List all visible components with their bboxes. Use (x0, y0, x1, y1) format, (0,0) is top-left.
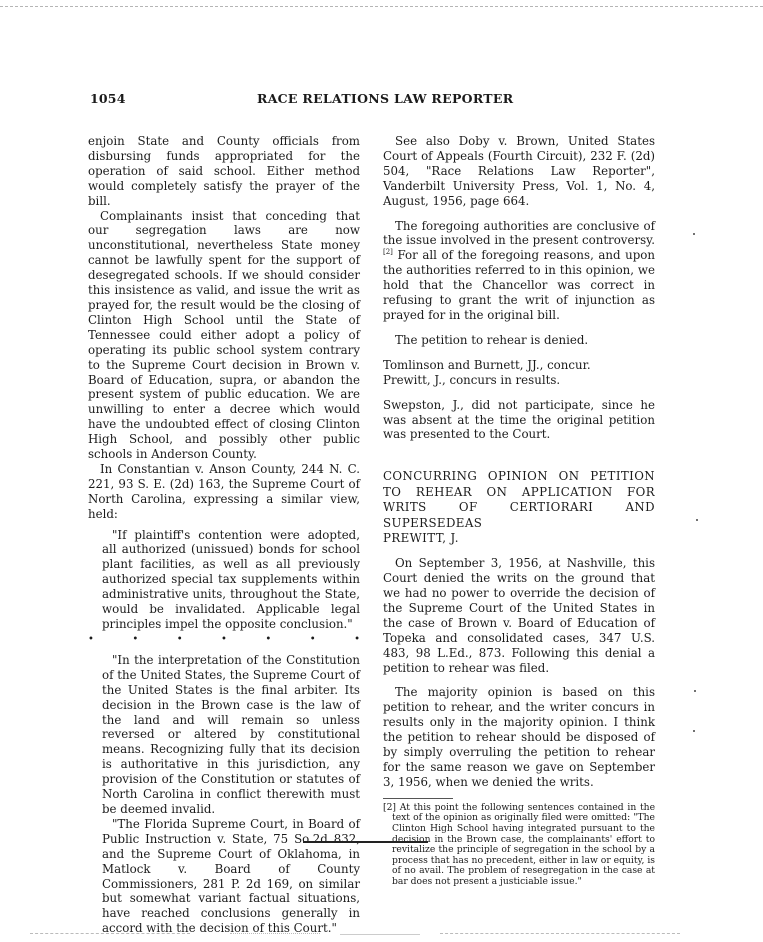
block-quote (88, 653, 360, 936)
scan-speck (696, 519, 698, 521)
quote-paragraph: "If plaintiff's contention were adopted, all authorized (unissued) bonds for school plant facilities, as well as all previously authorized special tax supplements within administrative units, throughout the State, would be invalidated. Applicable legal principles impel the opposite conclusion." (102, 527, 360, 631)
ellipsis-marks: • • • • • • • (88, 633, 360, 645)
scan-edge-line (30, 933, 190, 934)
quote-paragraph: "The Florida Supreme Court, in Board of Public Instruction v. State, 75 So.2d 832, and the Supreme Court of Oklahoma, in Matlock v. Board of County Commissioners, 281 P. 2d 169, on similar but somewhat variant factual situations, have reached conclusions generally in accord with the decision of this Court." (102, 816, 360, 936)
scan-speck (693, 730, 695, 732)
concurrence-line: Tomlinson and Burnett, JJ., concur. (383, 357, 591, 372)
footnote-marker: [2] (383, 801, 397, 813)
block-quote (88, 528, 360, 632)
section-heading: CONCURRING OPINION ON PETITION TO REHEAR ON APPLICATION FOR WRITS OF CERTIORARI AND SUPERSEDEAS (383, 469, 655, 530)
paragraph-text: The foregoing authorities are conclusive of the issue involved in the present controversy. (383, 218, 655, 248)
footnote-text: At this point the following sentences contained in the text of the opinion as originally filed were omitted: "The Clinton High School having integrated pursuant to the decision in the Brown case, the complainants' effort to revitalize the principle of segregation in the school by a process that has no precedent, either in law or equity, is of no avail. The problem of resegregation in the case at bar does not present a justiciable issue." (392, 801, 656, 887)
scan-edge-line (0, 6, 763, 7)
end-rule (303, 841, 428, 843)
scan-edge-line (230, 933, 320, 934)
page-number: 1054 (90, 91, 126, 106)
paragraph: Complainants insist that conceding that our segregation laws are now unconstitutional, nevertheless State money cannot be lawfully spent for the support of desegregated schools. If we should consider this insistence as valid, and issue the writ as prayed for, the result would be the closing of Clinton High School until the State of Tennessee could either adopt a policy of operating its public school system contrary to the Supreme Court decision in Brown v. Board of Education, supra, or abandon the present system of public education. We are unwilling to enter a decree which would have the undoubted effect of closing Clinton High School, and possibly other public schools in Anderson County. (88, 208, 360, 462)
footnote (383, 803, 655, 888)
footnote-divider (383, 798, 453, 799)
paragraph: The majority opinion is based on this petition to rehear, and the writer concurs in results only in the majority opinion. I think the petition to rehear should be disposed of by simply overruling the petition to rehear for the same reason we gave on September 3, 1956, when we denied the writs. (383, 685, 655, 789)
footnote-reference[interactable]: [2] (383, 248, 393, 257)
paragraph: On September 3, 1956, at Nashville, this Court denied the writs on the ground that we had no power to override the decision of the Supreme Court of the United States in the case of Brown v. Board of Education of Topeka and consolidated cases, 347 U.S. 483, 98 L.Ed., 873. Following this denial a petition to rehear was filed. (383, 556, 655, 675)
paragraph: Swepston, J., did not participate, since he was absent at the time the original petition was presented to the Court. (383, 397, 655, 442)
paragraph-text: For all of the foregoing reasons, and upon the authorities referred to in this opinion, we hold that the Chancellor was correct in refusing to grant the writ of injunction as prayed for in the original bill. (383, 248, 655, 322)
paragraph: In Constantian v. Anson County, 244 N. C. 221, 93 S. E. (2d) 163, the Supreme Court of North Carolina, expressing a similar view, held: (88, 461, 360, 521)
scan-speck (694, 690, 696, 692)
quote-paragraph: "In the interpretation of the Constitution of the United States, the Supreme Court of the United States is the final arbiter. Its decision in the Brown case is the law of the land and will remain so unless reversed or altered by constitutional means. Recognizing fully that its decision is authoritative in this jurisdiction, any provision of the Constitution or statutes of North Carolina in conflict therewith must be deemed invalid. (102, 652, 360, 816)
scan-speck (693, 233, 695, 235)
left-column (88, 134, 360, 936)
scan-edge-line (340, 934, 420, 935)
paragraph (383, 219, 655, 323)
concurrence-line: Prewitt, J., concurs in results. (383, 372, 561, 387)
paragraph: See also Doby v. Brown, United States Court of Appeals (Fourth Circuit), 232 F. (2d) 504, "Race Relations Law Reporter", Vanderbilt University Press, Vol. 1, No. 4, August, 1956, page 664. (383, 134, 655, 208)
paragraph: enjoin State and County officials from disbursing funds appropriated for the operation of said school. Either method would completely satisfy the prayer of the bill. (88, 134, 360, 208)
scan-edge-line (440, 933, 680, 934)
right-column (383, 134, 655, 888)
running-title: RACE RELATIONS LAW REPORTER (257, 91, 514, 106)
judge-name: PREWITT, J. (383, 531, 459, 546)
holding-statement: The petition to rehear is denied. (395, 332, 589, 347)
